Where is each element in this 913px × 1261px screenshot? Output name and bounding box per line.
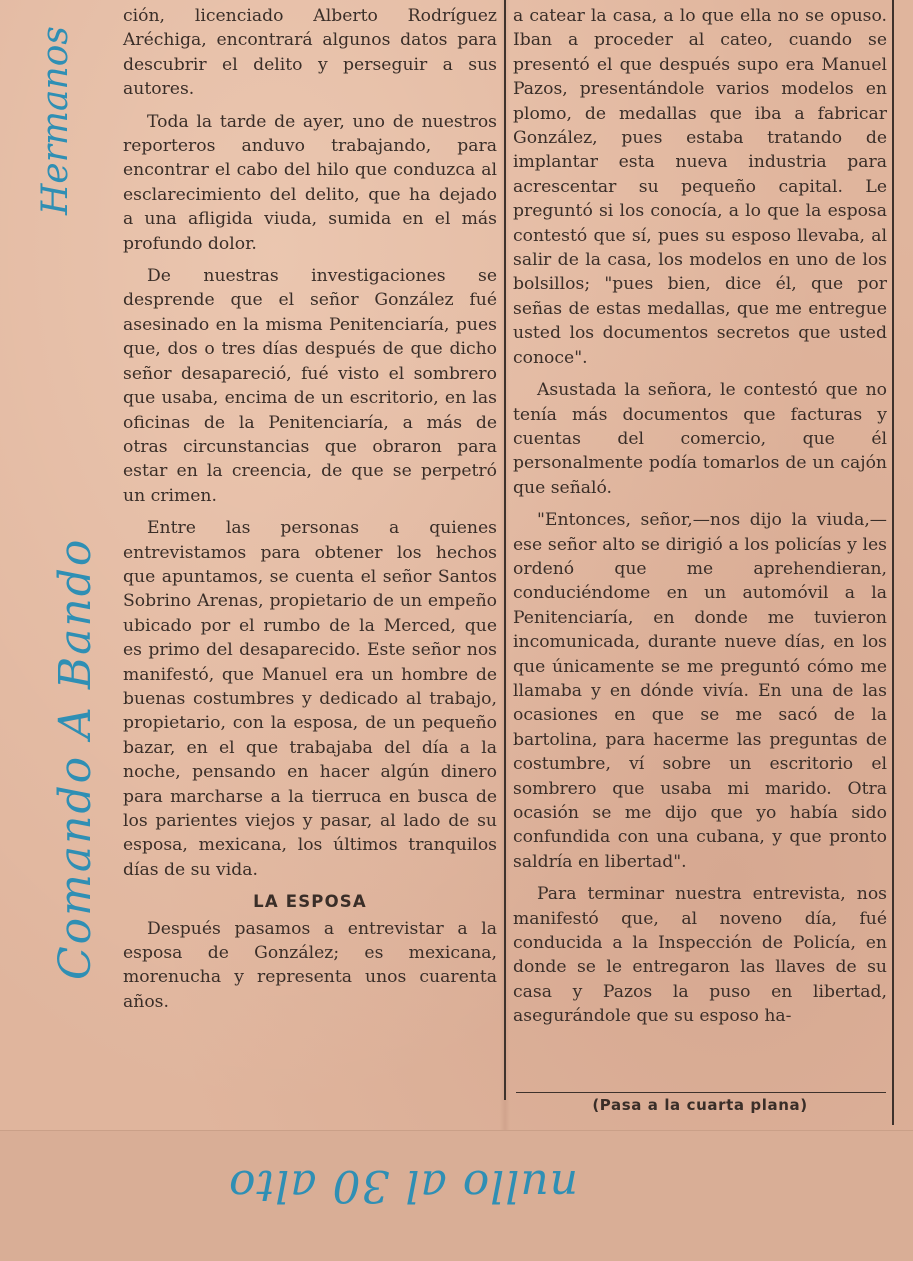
- section-subheading: LA ESPOSA: [253, 892, 367, 912]
- right-paragraph-4: Para terminar nuestra entrevista, nos manifestó que, al noveno día, fué conducida a la Inspección de Policía, en donde se le entregaron las llaves de su casa y Pazos la puso en libertad, asegurándole que su esposo ha-: [513, 884, 887, 1027]
- left-column: [123, 4, 497, 1022]
- handwritten-note-bottom: nullo al 30 alto: [228, 1160, 579, 1211]
- continuation-note: (Pasa a la cuarta plana): [592, 1096, 808, 1114]
- right-paragraph-2: Asustada la señora, le contestó que no tenía más documentos que facturas y cuentas del comercio, que él personalmente podía tomarlos de un cajón que señaló.: [513, 380, 887, 498]
- left-paragraph-2: Toda la tarde de ayer, uno de nuestros reporteros anduvo trabajando, para encontrar el cabo del hilo que conduzca al esclarecimiento del delito, que ha dejado a una afligida viuda, sumida en el más profundo dolor.: [123, 111, 497, 254]
- handwritten-note-top: Hermanos: [35, 26, 76, 215]
- left-paragraph-1: ción, licenciado Alberto Rodríguez Aréchiga, encontrará algunos datos para descubrir el delito y perseguir a sus autores.: [123, 6, 497, 100]
- left-paragraph-5: Después pasamos a entrevistar a la esposa de González; es mexicana, morenucha y representa unos cuarenta años.: [123, 918, 497, 1012]
- right-paragraph-1: a catear la casa, a lo que ella no se opuso. Iban a proceder al cateo, cuando se presentó el que después supo era Manuel Pazos, presentándole varios modelos en plomo, de medallas que iba a fabricar González, pues estaba tratando de implantar esta nueva industria para acrescentar su pequeño capital. Le preguntó si los conocía, a lo que la esposa contestó que sí, pues su esposo llevaba, al salir de la casa, los modelos en uno de los bolsillos; "pues bien, dice él, que por señas de estas medallas, que me entregue usted los documentos secretos que usted conoce".: [513, 6, 887, 368]
- right-paragraph-3: "Entonces, señor,—nos dijo la viuda,— ese señor alto se dirigió a los policías y les ordenó que me aprehendieran, conduciéndome en un automóvil a la Penitenciaría, en donde me tuvieron incomunicada, durante nueve días, en los que únicamente se me preguntó cómo me llamaba y en dónde vivía. En una de las ocasiones en que se me sacó de la bartolina, para hacerme las preguntas de costumbre, ví sobre un escritorio el sombrero que usaba mi marido. Otra ocasión se me dijo que yo había sido confundida con una cubana, y que pronto saldría en libertad".: [513, 510, 887, 872]
- right-border-rule: [892, 0, 894, 1125]
- left-paragraph-3: De nuestras investigaciones se desprende que el señor González fué asesinado en la misma Penitenciaría, pues que, dos o tres días después de que dicho señor desapareció, fué visto el sombrero que usaba, encima de un escritorio, en las oficinas de la Penitenciaría, a más de otras circunstancias que obraron para estar en la creencia, de que se perpetró un crimen.: [123, 266, 497, 506]
- continuation-rule: [516, 1092, 886, 1093]
- handwritten-note-left-margin: Comando A Bando: [50, 537, 101, 980]
- column-divider: [504, 0, 506, 1100]
- right-column: [513, 4, 887, 1037]
- left-paragraph-4: Entre las personas a quienes entrevistamos para obtener los hechos que apuntamos, se cuenta el señor Santos Sobrino Arenas, propietario de un empeño ubicado por el rumbo de la Merced, que es primo del desaparecido. Este señor nos manifestó, que Manuel era un hombre de buenas costumbres y dedicado al trabajo, propietario, con la esposa, de un pequeño bazar, en el que trabajaba del día a la noche, pensando en hacer algún dinero para marcharse a la tierruca en busca de los parientes viejos y pasar, al lado de su esposa, mexicana, los últimos tranquilos días de su vida.: [123, 518, 497, 880]
